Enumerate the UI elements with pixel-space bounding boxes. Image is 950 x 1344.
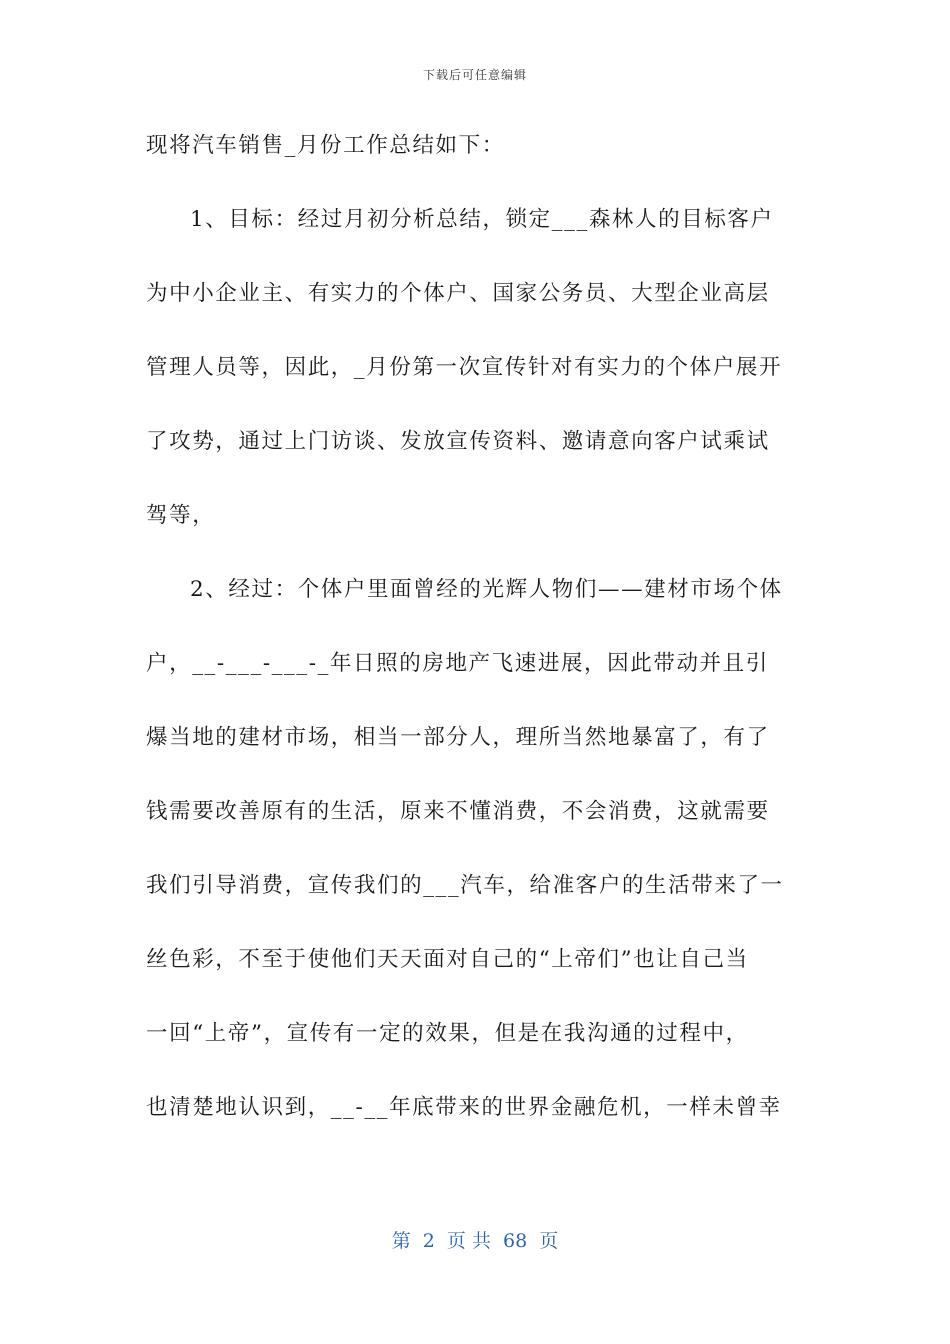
text-line: 驾等， <box>146 503 216 528</box>
text-line: 现将汽车销售_月份工作总结如下： <box>146 133 505 158</box>
footer-suffix: 页 <box>539 1230 559 1252</box>
header-note: 下载后可任意编辑 <box>422 68 527 82</box>
footer-prefix: 第 <box>391 1230 411 1252</box>
document-body <box>146 124 806 1160</box>
text-line: 2、经过：个体户里面曾经的光辉人物们——建材市场个体 <box>190 577 783 602</box>
total-page-count: 68 <box>503 1230 528 1252</box>
text-line: 钱需要改善原有的生活，原来不懂消费，不会消费，这就需要 <box>146 799 770 824</box>
page-footer <box>0 1226 950 1253</box>
text-line: 户，__-___-___-_年日照的房地产飞速进展，因此带动并且引 <box>146 651 769 676</box>
text-line: 丝色彩，不至于使他们天天面对自己的“上帝们”也让自己当 <box>146 947 749 972</box>
text-line: 爆当地的建材市场，相当一部分人，理所当然地暴富了，有了 <box>146 725 770 750</box>
text-line: 我们引导消费，宣传我们的___汽车，给准客户的生活带来了一 <box>146 873 784 898</box>
text-line: 也清楚地认识到，__-__年底带来的世界金融危机，一样未曾幸 <box>146 1095 782 1120</box>
footer-middle: 页 共 <box>446 1230 491 1252</box>
text-line: 管理人员等，因此，_月份第一次宣传针对有实力的个体户展开 <box>146 355 783 380</box>
text-line: 为中小企业主、有实力的个体户、国家公务员、大型企业高层 <box>146 281 770 306</box>
text-line: 一回“上帝”，宣传有一定的效果，但是在我沟通的过程中， <box>146 1021 749 1046</box>
current-page-number: 2 <box>422 1230 435 1252</box>
text-line: 了攻势，通过上门访谈、发放宣传资料、邀请意向客户试乘试 <box>146 429 770 454</box>
text-line: 1、目标：经过月初分析总结，锁定___森林人的目标客户 <box>190 207 774 232</box>
